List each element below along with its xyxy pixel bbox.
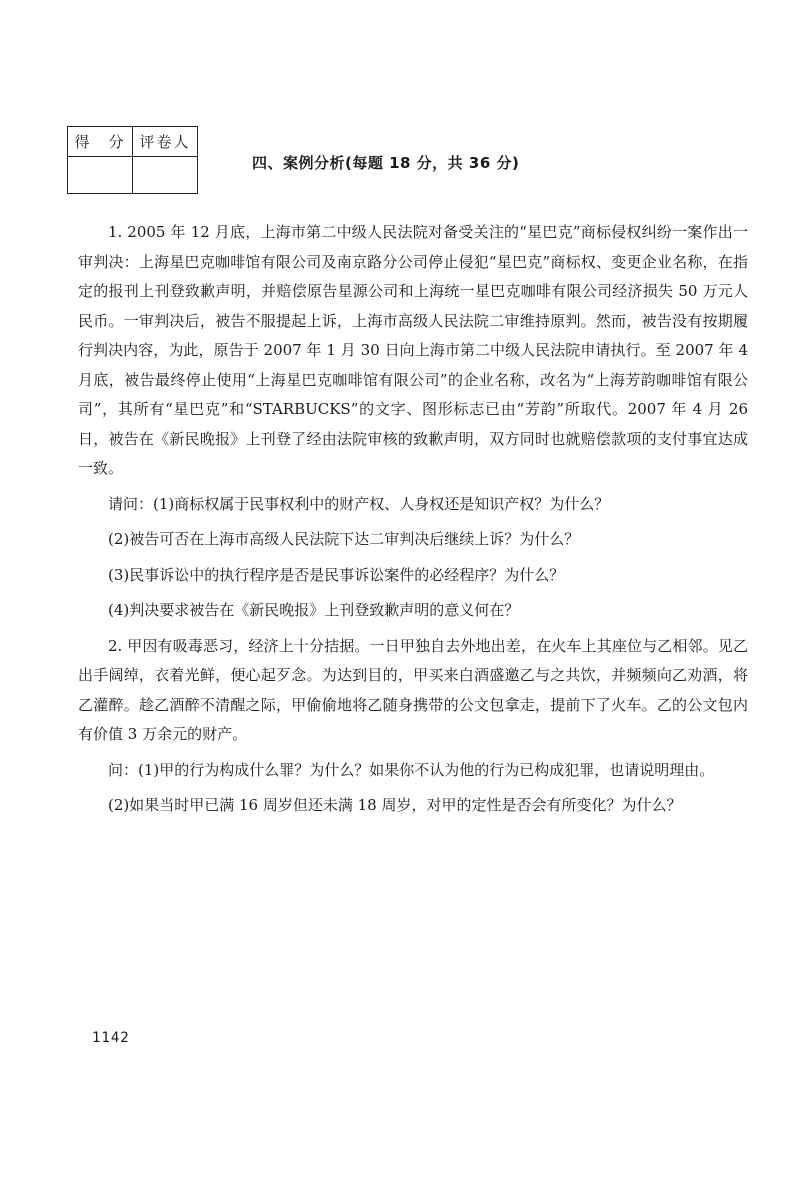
case1-question-4: (4)判决要求被告在《新民晚报》上刊登致歉声明的意义何在？ xyxy=(108,601,520,619)
case1-question-2: (2)被告可否在上海市高级人民法院下达二审判决后继续上诉？为什么？ xyxy=(108,530,580,548)
case2-question-2: (2)如果当时甲已满 16 周岁但还未满 18 周岁，对甲的定性是否会有所变化？为什么？ xyxy=(108,796,682,814)
case2-question-1: 问：(1)甲的行为构成什么罪？为什么？如果你不认为他的行为已构成犯罪，也请说明理由。 xyxy=(108,760,715,779)
score-label: 得 分 xyxy=(68,127,133,157)
case2-paragraph: 2. 甲因有吸毒恶习，经济上十分拮据。一日甲独自去外地出差，在火车上其座位与乙相邻。见乙出手阔绰，衣着光鲜，便心起歹念。为达到目的，甲买来白酒盛邀乙与之共饮，并频频向乙劝酒，将乙灌醉。趁乙酒醉不清醒之际，甲偷偷地将乙随身携带的公文包拿走，提前下了火车。乙的公文包内有价值 3 万余元的财产。 xyxy=(78,636,748,743)
case1-paragraph: 1. 2005 年 12 月底，上海市第二中级人民法院对备受关注的“星巴克”商标侵权纠纷一案作出一审判决：上海星巴克咖啡馆有限公司及南京路分公司停止侵犯“星巴克”商标权、变更企业名称，在指定的报刊上刊登致歉声明，并赔偿原告星源公司和上海统一星巴克咖啡有限公司经济损失 50 万元人民币。一审判决后，被告不服提起上诉，上海市高级人民法院二审维持原判。然而，被告没有按期履行判决内容，为此，原告于 2007 年 1 月 30 日向上海市第二中级人民法院申请执行。至 2007 年 4 月底，被告最终停止使用“上海星巴克咖啡馆有限公司”的企业名称，改名为“上海芳韵咖啡馆有限公司”，其所有“星巴克”和“STARBUCKS”的文字、图形标志已由“芳韵”所取代。2007 年 4 月 26 日，被告在《新民晚报》上刊登了经由法院审核的致歉声明，双方同时也就赔偿款项的支付事宜达成一致。 xyxy=(78,223,748,477)
score-box xyxy=(67,126,198,194)
section-title: 四、案例分析(每题 18 分，共 36 分) xyxy=(252,154,520,172)
case-content xyxy=(78,218,748,827)
score-cell xyxy=(68,157,133,194)
grader-label: 评卷人 xyxy=(133,127,198,157)
case1-question-3: (3)民事诉讼中的执行程序是否是民事诉讼案件的必经程序？为什么？ xyxy=(108,565,565,584)
page-number: 1142 xyxy=(92,1030,130,1046)
case1-question-1: 请问：(1)商标权属于民事权利中的财产权、人身权还是知识产权？为什么？ xyxy=(108,494,610,513)
grader-cell xyxy=(133,157,198,194)
